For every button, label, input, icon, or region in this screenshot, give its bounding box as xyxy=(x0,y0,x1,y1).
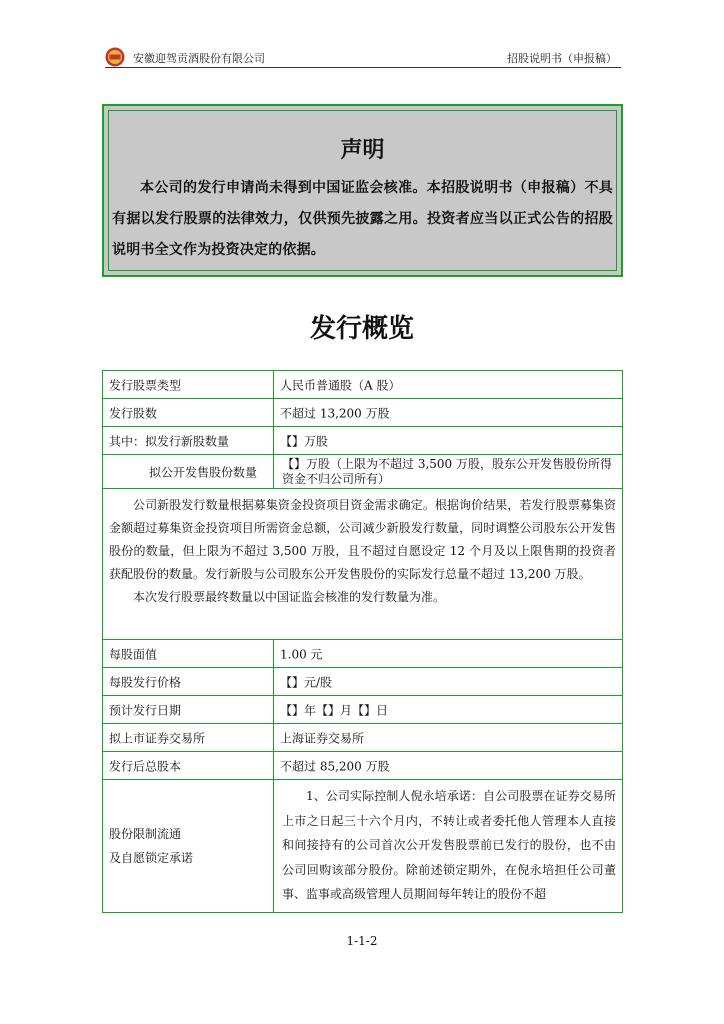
statement-box xyxy=(102,104,623,277)
table-row-issue-date xyxy=(103,696,622,724)
page-number: 1-1-2 xyxy=(346,934,378,948)
table-cell-value: 【】年【】月【】日 xyxy=(280,703,389,717)
table-cell-label: 其中：拟发行新股数量 xyxy=(109,434,230,448)
lockup-label xyxy=(109,822,193,870)
lockup-label-line-1: 股份限制流通 xyxy=(109,827,182,841)
table-cell-label: 发行股票类型 xyxy=(109,378,182,392)
table-cell-value: 【】万股 xyxy=(280,434,329,448)
offering-overview-table xyxy=(102,370,623,913)
table-row-offering-notes xyxy=(103,489,622,640)
table-cell-value: 1.00 元 xyxy=(280,647,323,661)
statement-body: 本公司的发行申请尚未得到中国证监会核准。本招股说明书（申报稿）不具有据以发行股票的法律效力，仅供预先披露之用。投资者应当以正式公告的招股说明书全文作为投资决定的依据。 xyxy=(112,180,613,258)
table-row-issue-price xyxy=(103,668,622,696)
table-cell-value: 【】元/股 xyxy=(280,675,333,689)
offering-notes-text xyxy=(109,494,616,609)
header-divider xyxy=(105,67,621,68)
table-cell-value: 人民币普通股（A 股） xyxy=(280,378,401,392)
table-row-exchange xyxy=(103,724,622,752)
table-row-public-offering xyxy=(103,455,622,489)
offering-notes-paragraph-1: 公司新股发行数量根据募集资金投资项目资金需求确定。根据询价结果，若发行股票募集资金额超过募集资金投资项目所需资金总额，公司减少新股发行数量，同时调整公司股东公开发售股份的数量，但上限为不超过 3,500 万股，且不超过自愿设定 12 个月及以上限售期的投资者获配股份的数量。发行新股与公司股东公开发售股份的实际发行总量不超过 13,200 万股。 xyxy=(109,498,616,581)
page-header xyxy=(105,46,621,68)
table-cell-value: 【】万股（上限为不超过 3,500 万股，股东公开发售股份所得资金不归公司所有） xyxy=(282,456,612,486)
table-cell-label: 发行股数 xyxy=(109,406,158,420)
table-cell-label: 拟公开发售股份数量 xyxy=(149,465,258,479)
table-cell-label: 拟上市证券交易所 xyxy=(109,731,206,745)
table-row-share-count xyxy=(103,399,622,427)
table-row-share-type xyxy=(103,371,622,399)
section-title: 发行概览 xyxy=(309,314,414,344)
header-company-name: 安徽迎驾贡酒股份有限公司 xyxy=(133,52,265,65)
table-cell-value: 上海证券交易所 xyxy=(280,731,365,745)
table-cell-label: 每股面值 xyxy=(109,647,158,661)
table-cell-label: 预计发行日期 xyxy=(109,703,182,717)
lockup-label-line-2: 及自愿锁定承诺 xyxy=(109,851,194,865)
table-row-lockup xyxy=(103,780,622,912)
company-logo-icon xyxy=(105,47,125,67)
table-row-new-shares xyxy=(103,427,622,455)
offering-notes-paragraph-2: 本次发行股票最终数量以中国证监会核准的发行数量为准。 xyxy=(133,590,446,604)
table-cell-label: 发行后总股本 xyxy=(109,759,182,773)
table-row-total-shares xyxy=(103,752,622,780)
header-document-title: 招股说明书（申报稿） xyxy=(507,52,617,65)
lockup-commitment-text: 1、公司实际控制人倪永培承诺：自公司股票在证券交易所上市之日起三十六个月内，不转让或者委托他人管理本人直接和间接持有的公司首次公开发售股票前已发行的股份，也不由公司回购该部分股份。除前述锁定期外，在倪永培担任公司董事、监事或高级管理人员期间每年转让的股份不超 xyxy=(282,789,616,901)
statement-inner-border xyxy=(108,110,617,271)
table-cell-value: 不超过 13,200 万股 xyxy=(280,406,390,420)
table-row-par-value xyxy=(103,640,622,668)
statement-title: 声明 xyxy=(340,138,385,163)
table-cell-label: 每股发行价格 xyxy=(109,675,182,689)
table-cell-value: 不超过 85,200 万股 xyxy=(280,759,390,773)
